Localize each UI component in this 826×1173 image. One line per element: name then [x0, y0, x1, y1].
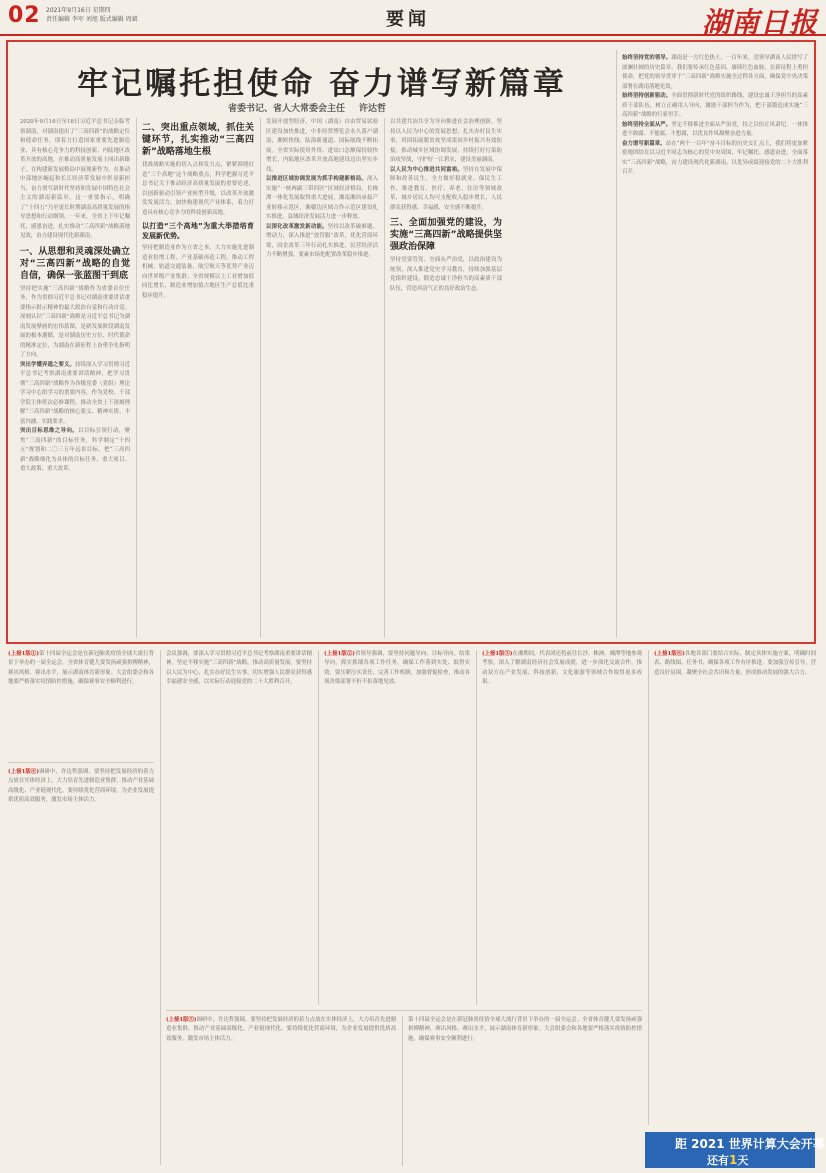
countdown-number: 1	[729, 1153, 738, 1167]
continuation-text: 会议强调，要深入学习贯彻习近平总书记考察湖南重要讲话精神，坚定不移实施“三高四新”战略，推动高质量发展。要坚持以人民为中心，扎实办好民生实事，切实增强人民群众获得感幸福感安全感，以实际行动迎接党的二十大胜利召开。	[166, 651, 312, 686]
byline-role: 省委书记、省人大常委会主任	[228, 104, 346, 114]
continuation-lead: (上接1版③)	[482, 651, 513, 657]
continuation-item	[8, 768, 154, 1003]
col5-point2: 始终坚持创新驱动。	[622, 93, 672, 99]
continuation-text: 省领导强调，要坚持问题导向、目标导向、结果导向，抓实抓细各项工作任务，确保工作落到实处、取得实效。要压紧压实责任，完善工作机制，加强督促检查，推动各项决策部署不折不扣落地见效。	[324, 651, 470, 686]
col5-point2-text: 全面贯彻新时代党的组织路线，建设忠诚干净担当的高素质干部队伍，树立正确用人导向，激励干部担当作为，把干部锻造成实施“三高四新”战略的行家里手。	[622, 93, 808, 118]
column-divider	[648, 650, 649, 1125]
continuation-item	[408, 1016, 642, 1166]
section3-point1-text: 深入实施“一核两副三带四区”区域经济格局，长株潭一体化发展取得重大进展，湘南湘西承接产业转移示范区、湘赣边区域合作示范区建设扎实推进，县域经济发展活力进一步释放。	[266, 176, 378, 220]
section4-point1-text: 坚持在发展中保障和改善民生，全力做好稳就业、保民生工作，推进教育、医疗、养老、住房等领域改革，城乡居民人均可支配收入稳步增长，人民群众获得感、幸福感、安全感不断提升。	[390, 166, 502, 211]
article-column-2	[142, 118, 254, 638]
col5-point4: 奋力谱写新篇章。	[622, 140, 666, 147]
continuation-text: 各地各部门要结合实际，制定具体实施方案，明确时间表、路线图、任务书，确保各项工作有序推进。要加强宣传引导，营造良好氛围，凝聚全社会共识和力量，形成推动发展的强大合力。	[654, 651, 816, 676]
section3-text: 发展开放型经济，中国（湖南）自由贸易试验区建设加快推进，中非经贸博览会永久落户湖南，湘欧快线、陆海新通道、国际航线不断拓展。全省实际使用外资、进出口总额保持较快增长，内陆地区改革开放高地建设迈出坚实步伐。	[266, 119, 378, 173]
section3-point1: 以推进区域协调发展为抓手构建新格局。	[266, 176, 367, 182]
column-divider	[136, 118, 137, 638]
countdown-prefix: 还有	[707, 1154, 729, 1167]
section2-point1: 以打造“三个高地”为重大举措培育发展新优势。	[142, 222, 254, 240]
section1-point1: 突出学懂弄通之要义。	[20, 361, 76, 368]
continuation-item	[654, 650, 816, 1125]
article-headline: 牢记嘱托担使命 奋力谱写新篇章	[77, 66, 567, 102]
column-divider	[318, 650, 319, 1005]
article-byline	[228, 101, 428, 114]
article-intro: 2020年9月16日至18日习近平总书记亲临考察湖南，对湖南提出了“三高四新”的战略定位和使命任务，即着力打造国家重要先进制造业、具有核心竞争力的科技创新、内陆地区改革开放的高地，在推动高质量发展上闯出新路子，在构建新发展格局中展现新作为，在推动中部地区崛起和长江经济带发展中彰显新担当，奋力谱写新时代坚持和发展中国特色社会主义的湖南新篇章。这一重要指示，明确了“十四五”乃至更长时期湖南高质量发展的指导思想和行动纲领。一年来，全省上下牢记嘱托、感恩奋进，扎实推动“三高四新”战略落地见效，奋力建设现代化新湖南。	[20, 119, 130, 239]
countdown-suffix: 天	[737, 1154, 749, 1167]
col5-point4-text: 站在“两个一百年”奋斗目标的历史交汇点上，我们将更加紧密地团结在以习近平同志为核心的党中央周围，牢记嘱托、感恩奋进，全面落实“三高四新”战略，奋力建设现代化新湖南，以优异成绩迎接党的二十大胜利召开。	[622, 140, 808, 175]
page-number: 02	[8, 3, 41, 28]
section3-point2: 以深化改革激发新动能。	[266, 223, 328, 230]
continuation-lead: (上接1版①)	[8, 651, 39, 657]
continuation-lead: (上接1版⑥)	[654, 651, 685, 657]
date-line: 2021年9月16日 星期四	[46, 7, 111, 14]
continuation-lead: (上接1版⑤)	[166, 1017, 197, 1023]
section2-text: 找准战略实施的切入点和发力点，紧紧围绕打造“三个高地”这个战略重点，科学把握习近平总书记关于推动经济高质量发展的重要论述，以创新驱动引领产业转型升级，以改革开放激发发展活力，加快构建现代产业体系，着力打造具有核心竞争力的科技创新高地。	[142, 162, 254, 216]
continuation-item	[8, 650, 154, 760]
section2-title: 二、突出重点领域，抓住关键环节，扎实推动“三高四新”战略落地生根	[142, 123, 254, 157]
column-divider	[476, 650, 477, 1005]
continuation-lead: (上接1版②)	[324, 651, 355, 657]
col5-point3-text: 坚定不移推进全面从严治党，持之以恒正风肃纪，一体推进不敢腐、不能腐、不想腐，以优良作风凝聚奋进力量。	[622, 121, 808, 137]
column-divider	[260, 118, 261, 638]
col5-point1-text: 湖南是一方红色热土，一百年来，党领导湖南人民谱写了波澜壮阔的历史篇章。我们要传承红色基因，赓续红色血脉，在新征程上勇担使命，把党的领导贯穿于“三高四新”战略实施全过程各方面，确保党中央决策部署在湖南落地见效。	[622, 55, 808, 90]
section4-text: 以共建共治共享为导向推进社会治理创新。坚持以人民为中心的发展思想，扎实办好民生实事，巩固拓展脱贫攻坚成果同乡村振兴有效衔接，推动城乡区域协调发展，持续打好污染防治攻坚战，守护好一江碧水，建设美丽湖南。	[390, 119, 502, 163]
article-column-3	[266, 118, 378, 638]
continuation-item	[166, 650, 312, 1005]
editor-line: 责任编辑 李军 刘旭 版式编辑 周斌	[46, 16, 138, 23]
item-divider	[8, 762, 154, 763]
section1-point1-text: 持续深入学习贯彻习近平总书记考察湖南重要讲话精神，把学习贯彻“三高四新”战略作为各级党委（党组）理论学习中心组学习的重要内容，作为党校、干部学院主体班次必修课程，推动全省上下深刻理解“三高四新”战略的核心要义、精神实质、丰富内涵、实践要求。	[20, 361, 130, 425]
continuation-item	[166, 1016, 396, 1166]
continuation-text: 第十四届全运会是在新冠肺炎疫情全球大流行背景下举办的一届全运会。全省体育健儿要发扬顽强拼搏精神，赛出风格、赛出水平，展示湖南体育新形象。大会组委会和各地要严格落实疫情防控措施，确保赛事安全顺利进行。	[408, 1017, 642, 1042]
continuation-text: 第十四届全运会是在新冠肺炎疫情全球大流行背景下举办的一届全运会。全省体育健儿要发扬顽强拼搏精神，赛出风格、赛出水平，展示湖南体育新形象。大会组委会和各地要严格落实疫情防控措施，确保赛事安全顺利进行。	[8, 651, 154, 686]
countdown-title: 距 2021 世界计算大会开幕	[675, 1137, 825, 1151]
section2-point1-text: 坚持把制造业作为立省之本，大力实施先进制造业倍增工程、产业基础再造工程，推动工程机械、轨道交通装备、航空航天等优势产业迈向世界级产业集群。全省规模以上工业增加值同比增长，制造业增加值占地区生产总值比重稳步提升。	[142, 245, 254, 299]
continuation-item	[324, 650, 470, 1005]
section-title: 要闻	[386, 9, 430, 30]
article-column-5	[622, 54, 808, 638]
page-header	[0, 0, 826, 39]
newspaper-logo: 湖南日报	[701, 6, 818, 39]
continuation-text: 调研中，许达哲强调，要坚持把发展经济的着力点放在实体经济上，大力培育先进制造业集群，推动产业基础高级化、产业链现代化。要持续优化营商环境，为企业发展提供优质高效服务，激发市场主体活力。	[166, 1017, 396, 1042]
countdown-days	[707, 1152, 748, 1168]
section1-point2-text: 以目标引领行动，聚焦“三高四新”的目标任务，科学制定“十四五”规划和二〇三五年远景目标，把“三高四新”战略细化为具体的目标任务、重大项目、重大政策、重大改革。	[20, 428, 130, 472]
continuation-text: 在湘期间，代表团还将前往长沙、株洲、湘潭等地参观考察，深入了解湖南经济社会发展成就，进一步深化交流合作，推动双方在产业发展、科技创新、文化旅游等领域合作取得更多成果。	[482, 651, 642, 686]
section1-text: 坚持把实施“三高四新”战略作为省委首位任务，作为贯彻习近平总书记对湖南重要讲话重要指示批示精神的最大政治自觉和行动自觉。深刻认识“三高四新”战略是习近平总书记为湖南发展擘画的宏伟蓝图，是新发展阶段湖南发展的根本遵循，是对湖南历史方位、时代使命的精准定位，为湖南在新征程上奋勇争先指明了方向。	[20, 285, 130, 358]
section5-title: 三、全面加强党的建设，为实施“三高四新”战略提供坚强政治保障	[390, 218, 502, 252]
col5-point1: 始终坚持党的领导。	[622, 55, 672, 61]
column-divider	[402, 1016, 403, 1166]
article-column-4	[390, 118, 502, 638]
page-meta	[46, 6, 138, 24]
article-column-1	[20, 118, 130, 638]
section5-text: 坚持党要管党、全面从严治党，以政治建设为统领，深入推进党史学习教育，持续加强基层党组织建设，锻造忠诚干净担当的高素质干部队伍，营造风清气正的良好政治生态。	[390, 257, 502, 292]
column-divider	[384, 118, 385, 638]
column-divider	[616, 50, 617, 638]
section4-point1: 以人民为中心推进共同富裕。	[390, 166, 463, 173]
col5-point3: 始终坚持全面从严。	[622, 121, 672, 128]
column-divider	[160, 650, 161, 1165]
continuation-lead: (上接1版④)	[8, 769, 39, 775]
byline-author: 许达哲	[359, 104, 387, 114]
section1-title: 一、从思想和灵魂深处确立对“三高四新”战略的自觉自信，确保一张蓝图干到底	[20, 246, 130, 281]
item-divider	[166, 1010, 642, 1011]
continuation-item	[482, 650, 642, 1005]
continuation-text: 调研中，许达哲强调，要坚持把发展经济的着力点放在实体经济上，大力培育先进制造业集群，推动产业基础高级化、产业链现代化。要持续优化营商环境，为企业发展提供优质高效服务，激发市场主体活力。	[8, 769, 154, 804]
countdown-banner	[645, 1132, 825, 1168]
section3-point2-text: 坚持以改革破难题、增动力，深入推进“放管服”改革，优化营商环境，国企改革三年行动扎实推进，民营经济活力不断增强，要素市场化配置改革稳步推进。	[266, 223, 378, 258]
section1-point2: 突出目标思维之导向。	[20, 428, 79, 434]
